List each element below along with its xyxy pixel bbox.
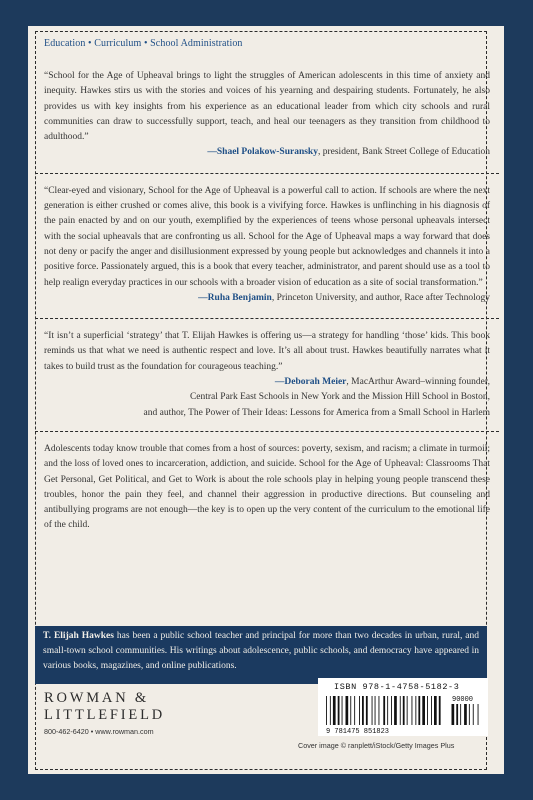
blurb-affiliation-line: Central Park East Schools in New York and the Mission Hill School in Boston,	[189, 392, 490, 403]
blurb-author: —Ruha Benjamin	[198, 292, 272, 303]
publisher-name-line2: LITTLEFIELD	[44, 707, 165, 723]
content-area	[44, 38, 490, 534]
blurb-author: —Shael Polakow-Suransky	[207, 147, 318, 158]
category-line: Education • Curriculum • School Administration	[44, 38, 243, 49]
blurb-affiliation-line: and author, The Power of Their Ideas: Lessons for America from a Small School in Harlem	[143, 407, 490, 418]
barcode-digits: 9 781475 851823	[326, 728, 390, 734]
barcode-addon: 90000	[452, 696, 474, 704]
blurb-3	[44, 329, 490, 421]
blurb-author: —Deborah Meier	[274, 377, 347, 388]
isbn-label: ISBN 978-1-4758-5182-3	[334, 682, 460, 692]
blurb-1	[44, 69, 490, 161]
blurb-quote: “Clear-eyed and visionary, School for the Age of Upheaval is a powerful call to action. If schools are where the next generation is either crushed or comes alive, this book is a vivifying force. Hawkes is unflinching in his diagnosis of the pain enacted by and on our youth, exemplified by the experiences of teens whose personal upheavals intersect with the social upheavals that are confronting us all. School for the Age of Upheaval maps a way forward that does not deny or pacify the anger and disillusionment expressed by young people but acknowledges and channels it into a positive force. Passionately argued, this is a book that every teacher, administrator, and parent should use as a tool to help realign everyday practices in our schools with a broader vision of education as a site of social transformation.”	[44, 185, 490, 288]
author-name: T. Elijah Hawkes	[43, 631, 114, 641]
publisher-name-line1: ROWMAN &	[44, 690, 149, 706]
author-bio	[35, 626, 487, 684]
publisher-logo	[44, 690, 165, 736]
cover-credit: Cover image © ranplett/iStock/Getty Images Plus	[298, 741, 455, 750]
barcode-icon	[322, 694, 484, 734]
book-description: Adolescents today know trouble that comes from a host of sources: poverty, sexism, and racism; a climate in turmoil; and the loss of loved ones to incarceration, addiction, and suicide. School for the Age of Upheaval: Classrooms That Get Personal, Get Political, and Get to Work is about the role schools play in helping young people transcend these troubles, honor the pain they feel, and channel their aggression in productive directions. But counseling and antibullying programs are not enough—the key is to open up the very content of the curriculum to the emotional life of the child.	[44, 443, 490, 531]
blurb-affiliation: , MacArthur Award–winning founder,	[346, 377, 490, 388]
blurb-2	[44, 184, 490, 306]
publisher-contact: 800-462-6420 • www.rowman.com	[44, 727, 154, 736]
blurb-affiliation: , president, Bank Street College of Education	[317, 147, 490, 158]
blurb-quote: “School for the Age of Upheaval brings to light the struggles of American adolescents in this time of anxiety and inequity. Hawkes stirs us with the stories and voices of his yearning and despairing students. Fortunately, he also provides us with key insights from his experience as an educational leader from which city schools and rural communities can draw to successfully support, teach, and heal our teenagers as they transition from childhood to adulthood.”	[44, 71, 490, 143]
blurb-attribution	[44, 145, 490, 160]
blurb-attribution	[44, 375, 490, 390]
blurb-attribution	[44, 291, 490, 306]
blurb-affiliation: , Princeton University, and author, Race after Technology	[271, 292, 490, 303]
author-bio-text: has been a public school teacher and principal for more than two decades in urban, rural, and small-town school communities. His writings about adolescence, public schools, and democracy have appeared in various books, magazines, and online publications.	[43, 631, 480, 671]
blurb-quote: “It isn’t a superficial ‘strategy’ that T. Elijah Hawkes is offering us—a strategy for handling ‘those’ kids. This book reminds us that what we need is authentic respect and love. It’s all about trust. Hawkes beautifully narrates what it takes to build trust as the foundation for courageous teaching.”	[44, 331, 490, 372]
